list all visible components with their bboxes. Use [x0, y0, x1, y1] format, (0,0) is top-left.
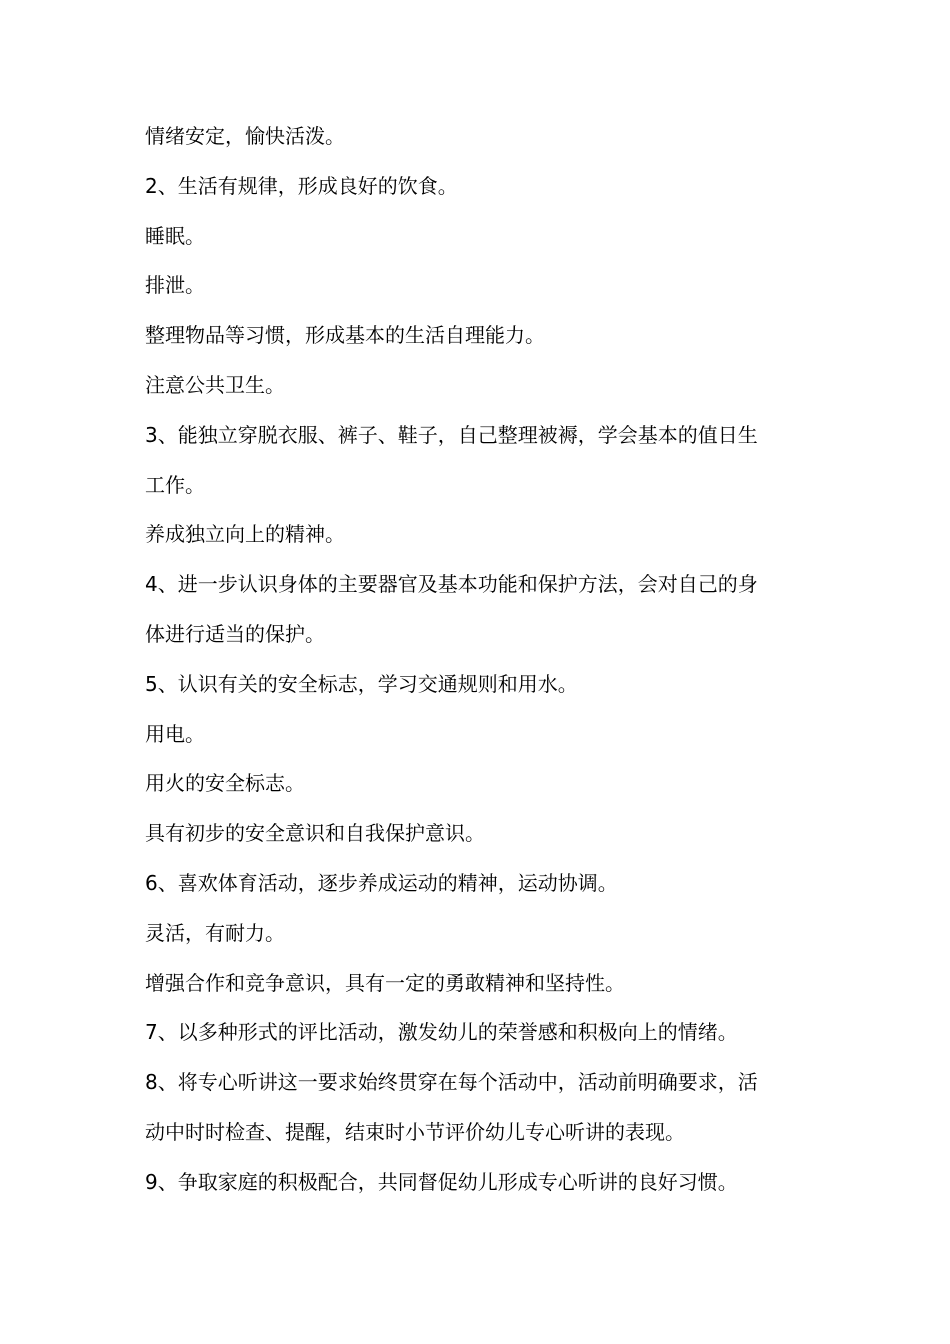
text-line: 动中时时检查、提醒，结束时小节评价幼儿专心听讲的表现。	[145, 1119, 685, 1144]
text-line: 4、进一步认识身体的主要器官及基本功能和保护方法，会对自己的身	[145, 572, 758, 597]
text-line: 养成独立向上的精神。	[145, 522, 345, 547]
text-line: 3、能独立穿脱衣服、裤子、鞋子，自己整理被褥，学会基本的值日生	[145, 422, 758, 447]
text-line: 睡眠。	[145, 223, 205, 248]
text-line: 整理物品等习惯，形成基本的生活自理能力。	[145, 323, 545, 348]
text-line: 工作。	[145, 472, 205, 497]
text-line: 6、喜欢体育活动，逐步养成运动的精神，运动协调。	[145, 870, 618, 895]
text-line: 排泄。	[145, 273, 205, 298]
text-line: 体进行适当的保护。	[145, 621, 325, 646]
document-body	[145, 112, 825, 1208]
text-line: 5、认识有关的安全标志，学习交通规则和用水。	[145, 671, 578, 696]
text-line: 增强合作和竞争意识，具有一定的勇敢精神和坚持性。	[145, 970, 625, 995]
text-line: 2、生活有规律，形成良好的饮食。	[145, 173, 458, 198]
text-line: 灵活，有耐力。	[145, 920, 285, 945]
text-line: 注意公共卫生。	[145, 372, 285, 397]
text-line: 9、争取家庭的积极配合，共同督促幼儿形成专心听讲的良好习惯。	[145, 1169, 738, 1194]
text-line: 用电。	[145, 721, 205, 746]
text-line: 情绪安定，愉快活泼。	[145, 124, 345, 148]
text-line: 7、以多种形式的评比活动，激发幼儿的荣誉感和积极向上的情绪。	[145, 1020, 738, 1045]
text-line: 用火的安全标志。	[145, 771, 305, 796]
text-line: 具有初步的安全意识和自我保护意识。	[145, 821, 485, 846]
text-line: 8、将专心听讲这一要求始终贯穿在每个活动中，活动前明确要求，活	[145, 1070, 758, 1095]
